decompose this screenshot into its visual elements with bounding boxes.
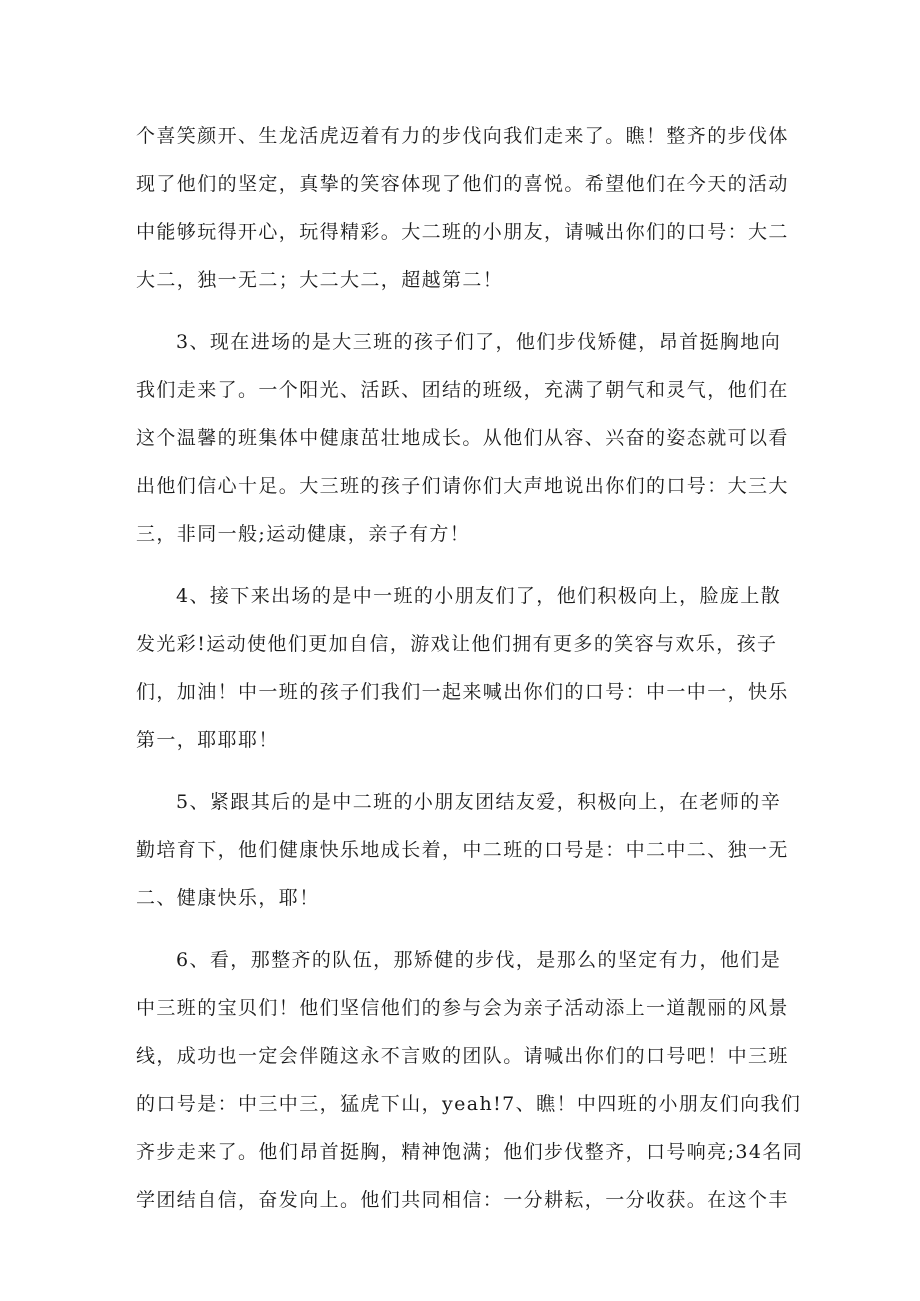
text-line: 5、紧跟其后的是中二班的小朋友团结友爱，积极向上，在老师的辛 (176, 791, 782, 813)
paragraph-continuation (136, 112, 789, 304)
text-line: 6、看，那整齐的队伍，那矫健的步伐，是那么的坚定有力，他们是 (176, 949, 782, 971)
paragraph-4 (136, 572, 789, 764)
text-line: 个喜笑颜开、生龙活虎迈着有力的步伐向我们走来了。瞧！整齐的步伐体 (136, 125, 789, 147)
paragraph-6 (136, 936, 804, 1224)
text-line: 勤培育下，他们健康快乐地成长着，中二班的口号是：中二中二、独一无 (136, 839, 789, 861)
text-line: 大二，独一无二；大二大二，超越第二！ (136, 269, 504, 291)
text-line: 中能够玩得开心，玩得精彩。大二班的小朋友，请喊出你们的口号：大二 (136, 221, 789, 243)
text-line: 现了他们的坚定，真挚的笑容体现了他们的喜悦。希望他们在今天的活动 (136, 173, 789, 195)
text-line: 4、接下来出场的是中一班的小朋友们了，他们积极向上，脸庞上散 (176, 585, 782, 607)
text-line: 第一，耶耶耶！ (136, 729, 279, 751)
text-line: 出他们信心十足。大三班的孩子们请你们大声地说出你们的口号：大三大 (136, 475, 789, 497)
text-line: 的口号是：中三中三，猛虎下山，yeah!7、瞧！中四班的小朋友们向我们 (136, 1093, 802, 1115)
paragraph-3 (136, 318, 789, 558)
text-line: 线，成功也一定会伴随这永不言败的团队。请喊出你们的口号吧！中三班 (136, 1045, 789, 1067)
text-line: 们，加油！中一班的孩子们我们一起来喊出你们的口号：中一中一，快乐 (136, 681, 789, 703)
text-line: 发光彩!运动使他们更加自信，游戏让他们拥有更多的笑容与欢乐，孩子 (136, 633, 778, 655)
text-line: 学团结自信，奋发向上。他们共同相信：一分耕耘，一分收获。在这个丰 (136, 1189, 789, 1211)
text-line: 三，非同一般;运动健康，亲子有方！ (136, 523, 471, 545)
document-body (136, 112, 804, 1224)
text-line: 这个温馨的班集体中健康茁壮地成长。从他们从容、兴奋的姿态就可以看 (136, 427, 789, 449)
text-line: 齐步走来了。他们昂首挺胸，精神饱满；他们步伐整齐，口号响亮;34名同 (136, 1141, 804, 1163)
text-line: 我们走来了。一个阳光、活跃、团结的班级，充满了朝气和灵气，他们在 (136, 379, 789, 401)
paragraph-5 (136, 778, 789, 922)
text-line: 二、健康快乐，耶！ (136, 887, 320, 909)
text-line: 3、现在进场的是大三班的孩子们了，他们步伐矫健，昂首挺胸地向 (176, 331, 782, 353)
text-line: 中三班的宝贝们！他们坚信他们的参与会为亲子活动添上一道靓丽的风景 (136, 997, 789, 1019)
